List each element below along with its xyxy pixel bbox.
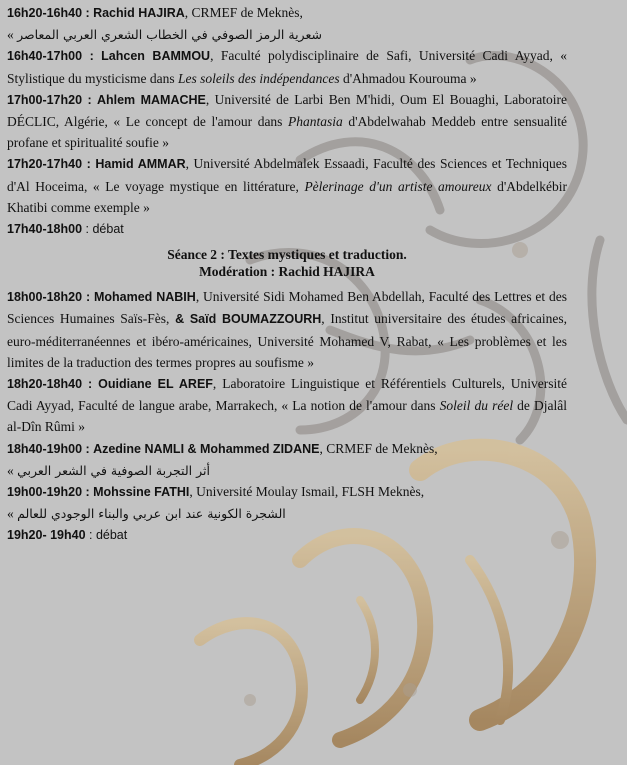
work-title: Phantasia: [288, 114, 343, 130]
time-slot: 19h20- 19h40: [7, 528, 86, 543]
quote-open: «: [7, 506, 18, 522]
program-entry-nabih: [7, 286, 567, 373]
time-slot: 17h00-17h20 :: [7, 92, 92, 107]
affiliation-tail: d'Abdelwahab Meddeb entre sensualité profane et spiritualité soufie »: [7, 114, 567, 151]
speaker-name: Rachid HAJIRA: [93, 6, 185, 20]
work-title: Les soleils des indépendances: [178, 70, 340, 86]
arabic-title-line: [7, 24, 567, 45]
quote-open: «: [7, 462, 18, 478]
arabic-title: شعرية الرمز الصوفي في الخطاب الشعري العربي المعاصر: [17, 27, 322, 43]
work-title: Soleil du réel: [439, 398, 514, 414]
speaker-name: Azedine NAMLI & Mohammed ZIDANE: [93, 441, 320, 456]
debate-label: : débat: [82, 222, 124, 237]
affiliation-tail: de Djalâl al-Dîn Rûmi »: [7, 398, 567, 435]
session-moderation: Modération : Rachid HAJIRA: [199, 264, 375, 280]
affiliation-2: , Institut universitaire des études africaines, euro-méditerranéennes et ibéro-américaines, Université Mohamed V, Rabat, « Les problèmes et les limites de la traduction des termes propres au soufisme »: [7, 311, 567, 370]
affiliation: , Université de Larbi Ben M'hidi, Oum El Bouaghi, Laboratoire DÉCLIC, Algérie, « Le concept de l'amour dans: [7, 91, 568, 130]
time-slot: 17h20-17h40 :: [7, 157, 91, 172]
affiliation: , Faculté polydisciplinaire de Safi, Université Cadi Ayyad, « Stylistique du mysticisme dans: [7, 48, 567, 86]
session-heading: [7, 246, 567, 280]
speaker-name: Ouidiane EL AREF: [98, 377, 213, 392]
arabic-title: الشجرة الكونية عند ابن عربي والبناء الوجودي للعالم: [17, 506, 286, 522]
affiliation: , CRMEF de Meknès,: [184, 5, 303, 20]
speaker-name: Mohssine FATHI: [93, 485, 190, 500]
arabic-title: أثر التجربة الصوفية في الشعر العربي: [17, 462, 210, 478]
affiliation: , Université Abdelmalek Essaadi, Faculté des Sciences et Techniques d'Al Hoceima, « Le voyage mystique en littérature,: [7, 156, 568, 194]
speaker-name: Ahlem MAMACHE: [96, 92, 206, 107]
quote-open: «: [7, 27, 18, 43]
program-entry-debate-2: [7, 524, 567, 546]
speaker-name-2: Saïd BOUMAZZOURH: [189, 312, 322, 327]
program-entry-hajira: [7, 2, 567, 24]
time-slot: 19h00-19h20 :: [7, 485, 90, 500]
program-entry-el-aref: [7, 373, 567, 438]
debate-label: : débat: [85, 528, 128, 543]
speaker-name: Hamid AMMAR: [95, 157, 186, 172]
affiliation: , Université Sidi Mohamed Ben Abdellah, Faculté des Lettres et des Sciences Humaines Saïs-Fès,: [7, 289, 567, 327]
program-entry-fathi: [7, 481, 567, 503]
speaker-name: Mohamed NABIH: [93, 290, 196, 305]
program-entry-mamache: [7, 89, 567, 154]
time-slot: 18h00-18h20 :: [7, 290, 91, 305]
time-slot: 18h40-19h00 :: [7, 441, 90, 456]
program-entry-namli-zidane: [7, 438, 567, 460]
affiliation-tail: d'Abdelkébir Khatibi comme exemple »: [7, 178, 568, 215]
affiliation-tail: d'Ahmadou Kourouma »: [339, 70, 477, 86]
affiliation: , CRMEF de Meknès,: [319, 440, 438, 456]
arabic-title-line: [7, 503, 567, 524]
time-slot: 18h20-18h40 :: [7, 377, 93, 392]
affiliation: , Université Moulay Ismail, FLSH Meknès,: [189, 484, 425, 500]
affiliation: , Laboratoire Linguistique et Référentiels Culturels, Université Cadi Ayyad, Faculté de langue arabe, Marrakech, « La notion de l'amour dans: [7, 376, 567, 414]
work-title: Pèlerinage d'un artiste amoureux: [304, 178, 492, 194]
program-entry-bammou: [7, 45, 567, 88]
time-slot: 16h40-17h00 :: [7, 49, 94, 64]
program-entry-ammar: [7, 153, 567, 218]
time-slot: 17h40-18h00: [7, 222, 83, 237]
ampersand: &: [175, 312, 190, 327]
session-title: Séance 2 : Textes mystiques et traduction.: [167, 247, 407, 263]
arabic-title-line: [7, 460, 567, 481]
time-slot: 16h20-16h40 :: [7, 6, 90, 20]
speaker-name: Lahcen BAMMOU: [101, 49, 211, 64]
program-entry-debate-1: [7, 218, 567, 240]
